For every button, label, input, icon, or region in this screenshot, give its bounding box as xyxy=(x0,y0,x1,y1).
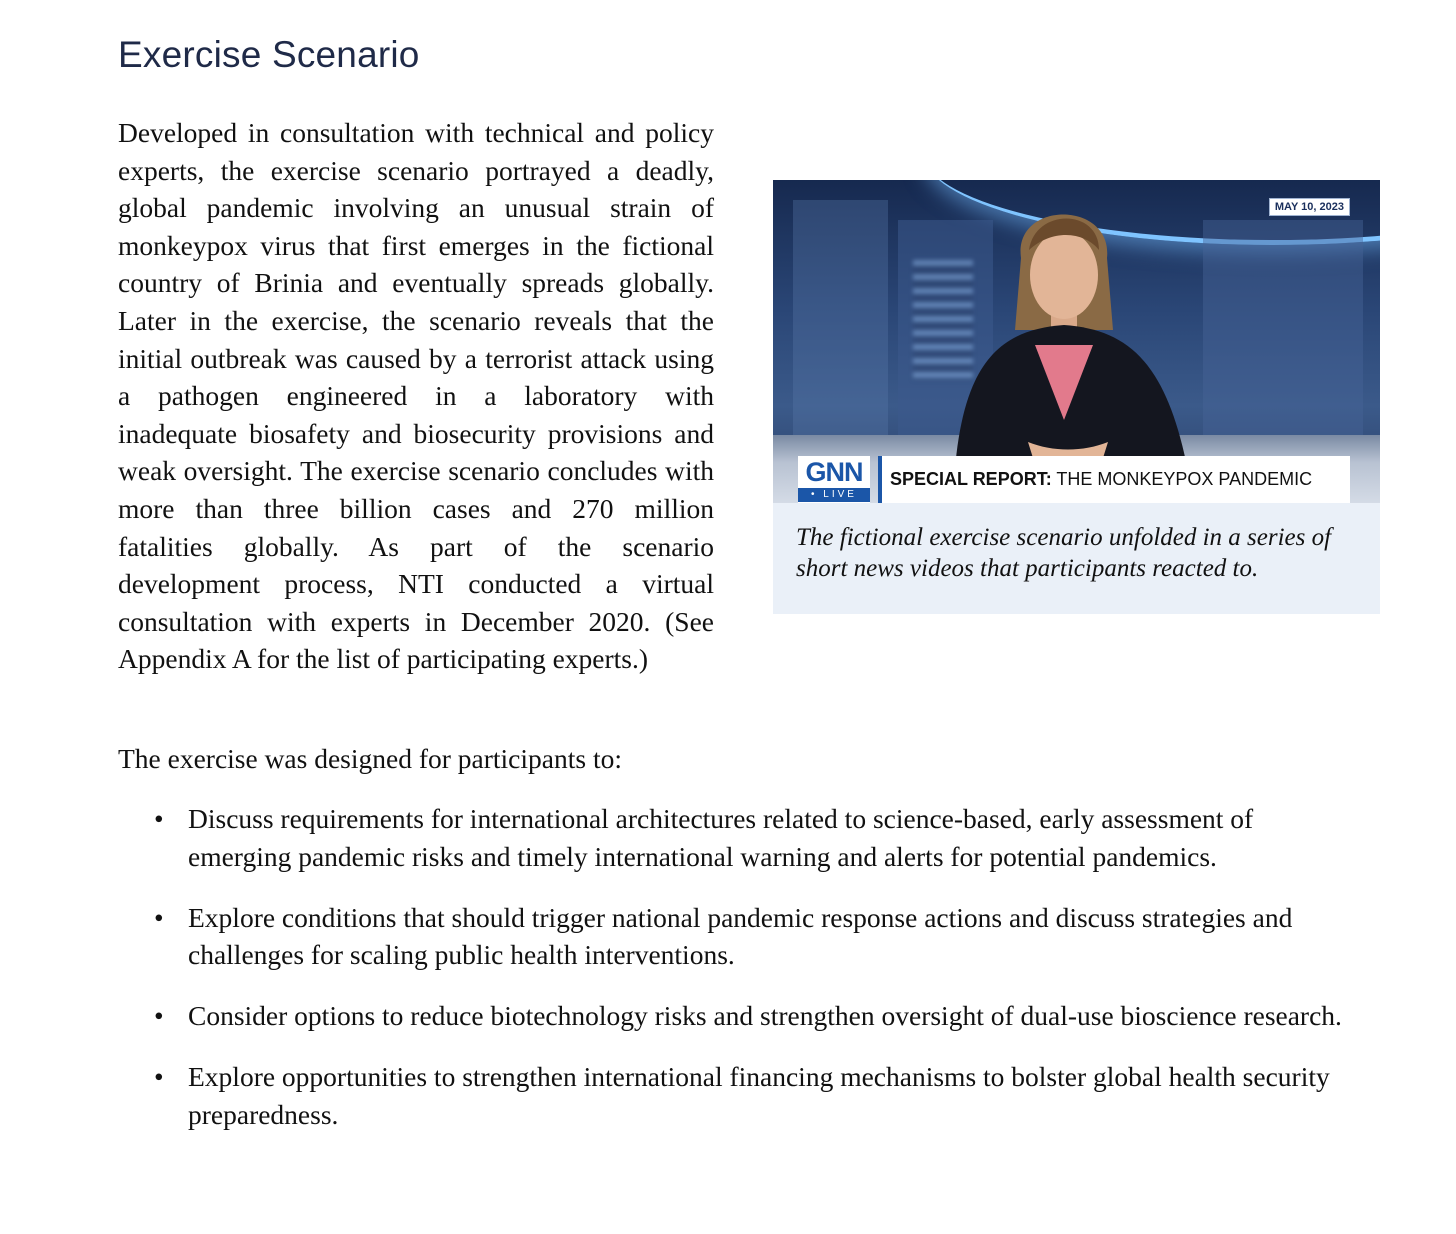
banner-bold-text: SPECIAL REPORT: xyxy=(890,469,1052,489)
news-lower-third xyxy=(798,456,1350,503)
bullet-icon: • xyxy=(154,1000,164,1031)
news-video-figure xyxy=(773,180,1380,614)
news-video-still[interactable] xyxy=(773,180,1380,503)
list-item xyxy=(118,1058,1358,1133)
banner-text: THE MONKEYPOX PANDEMIC xyxy=(1051,469,1313,489)
list-item xyxy=(118,800,1358,875)
gnn-logo xyxy=(798,456,870,503)
list-item xyxy=(118,997,1358,1035)
news-anchor-illustration xyxy=(773,180,1380,503)
intro-paragraph: Developed in consultation with technical and policy experts, the exercise scenario portrayed a deadly, global pandemic involving an unusual strain of monkeypox virus that first emerges in the fictional country of Brinia and eventually spreads globally. Later in the exercise, the scenario reveals that the initial outbreak was caused by a terrorist attack using a pathogen engineered in a laboratory with inadequate biosafety and biosecurity provisions and weak oversight. The exercise scenario concludes with more than three billion cases and 270 million fatalities globally. As part of the scenario development process, NTI conducted a virtual consultation with experts in December 2020. (See Appendix A for the list of participating experts.) xyxy=(118,117,714,675)
list-item-text: Explore opportunities to strengthen international financing mechanisms to bolster global health security preparedness. xyxy=(188,1061,1330,1130)
figure-caption: The fictional exercise scenario unfolded in a series of short news videos that participants reacted to. xyxy=(796,524,1332,582)
section-title: Exercise Scenario xyxy=(118,34,420,75)
objectives-list xyxy=(118,800,1358,1157)
bullet-icon: • xyxy=(154,1061,164,1092)
objectives-lead: The exercise was designed for participants to: xyxy=(118,743,622,774)
list-item-text: Explore conditions that should trigger national pandemic response actions and discuss strategies and challenges for scaling public health interventions. xyxy=(188,901,1293,970)
list-item xyxy=(118,899,1358,974)
live-label: • LIVE xyxy=(798,488,870,502)
bullet-icon: • xyxy=(154,901,164,933)
date-badge: MAY 10, 2023 xyxy=(1269,198,1350,216)
list-item-text: Discuss requirements for international architectures related to science-based, early assessment of emerging pandemic risks and timely international warning and alerts for potential pandemics. xyxy=(188,803,1254,872)
bullet-icon: • xyxy=(154,803,164,834)
special-report-banner xyxy=(878,456,1350,503)
gnn-logo-text: GNN xyxy=(805,457,863,487)
list-item-text: Consider options to reduce biotechnology risks and strengthen oversight of dual-use bioscience research. xyxy=(188,1000,1342,1031)
